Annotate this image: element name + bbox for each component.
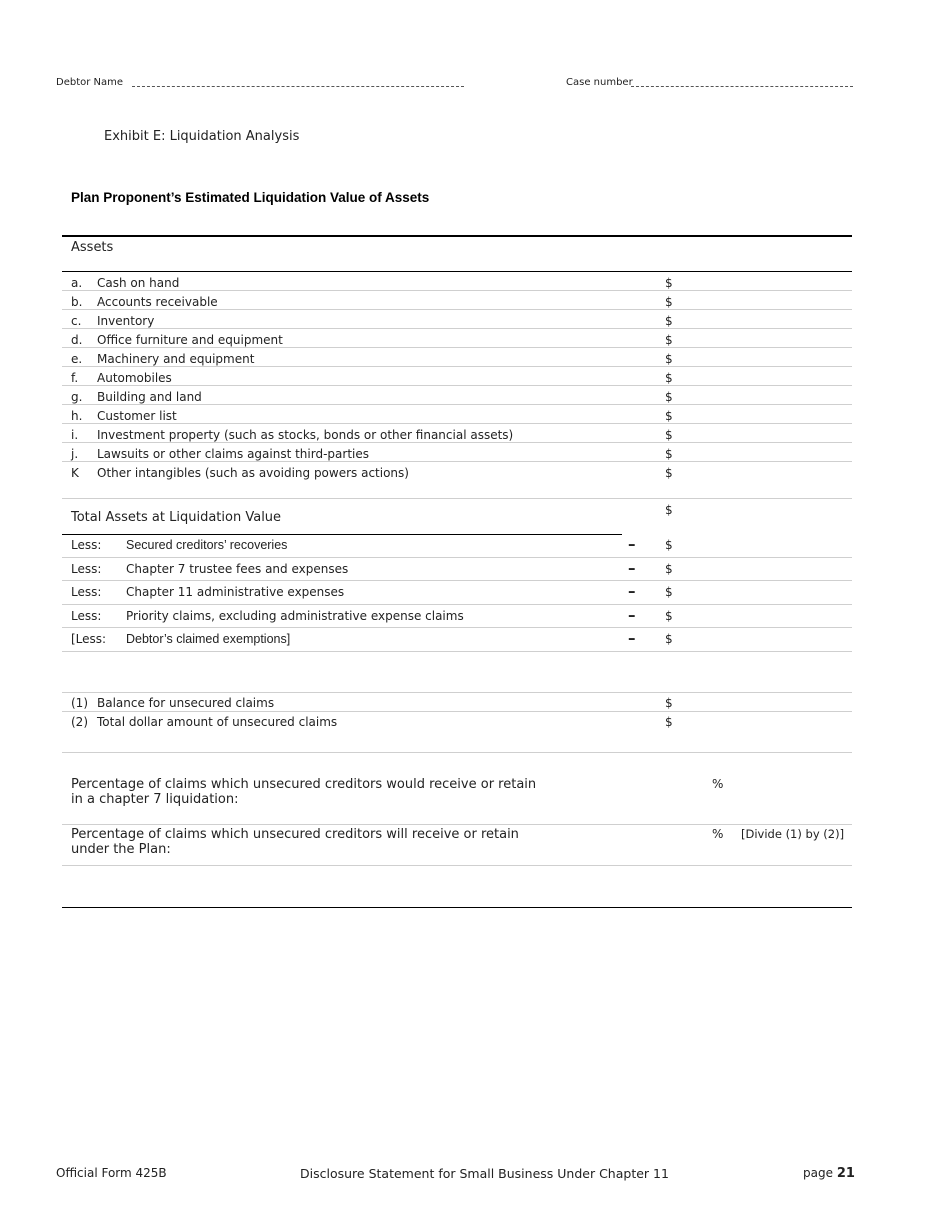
footer-page: page 21 bbox=[803, 1166, 855, 1181]
dollar-field[interactable]: $ bbox=[665, 447, 673, 461]
less-row-secured: Less: Secured creditors’ recoveries – $ bbox=[71, 535, 673, 553]
less-row-administrative: Less: Chapter 11 administrative expenses – $ bbox=[71, 582, 673, 600]
debtor-name-label: Debtor Name bbox=[56, 77, 124, 88]
minus-icon: – bbox=[628, 582, 636, 600]
total-unsecured-row: (2) Total dollar amount of unsecured claims $ bbox=[71, 715, 673, 729]
asset-row-investment: i. Investment property (such as stocks, bonds or other financial assets) $ bbox=[71, 428, 673, 442]
asset-row-machinery: e. Machinery and equipment $ bbox=[71, 352, 673, 366]
exhibit-title: Exhibit E: Liquidation Analysis bbox=[104, 129, 300, 144]
case-number-field[interactable] bbox=[631, 86, 853, 87]
dollar-field[interactable]: $ bbox=[665, 276, 673, 290]
dollar-field[interactable]: $ bbox=[665, 466, 673, 480]
asset-row-automobiles: f. Automobiles $ bbox=[71, 371, 673, 385]
chapter7-percentage-field[interactable]: % bbox=[712, 777, 724, 791]
total-assets-label: Total Assets at Liquidation Value bbox=[71, 510, 282, 525]
dollar-field[interactable]: $ bbox=[665, 409, 673, 423]
assets-heading: Assets bbox=[71, 240, 114, 255]
asset-label: Accounts receivable bbox=[97, 295, 218, 309]
minus-icon: – bbox=[628, 535, 636, 553]
total-assets-dollar-field[interactable]: $ bbox=[665, 503, 673, 517]
minus-icon: – bbox=[628, 606, 636, 624]
dollar-field[interactable]: $ bbox=[665, 538, 673, 552]
plan-percentage-label: Percentage of claims which unsecured creditors will receive or retain under the Plan: bbox=[71, 827, 519, 857]
asset-row-cash: a. Cash on hand $ bbox=[71, 276, 673, 290]
dollar-field[interactable]: $ bbox=[665, 696, 673, 710]
less-row-exemptions: [Less: Debtor’s claimed exemptions] – $ bbox=[71, 629, 673, 647]
asset-row-receivable: b. Accounts receivable $ bbox=[71, 295, 673, 309]
minus-icon: – bbox=[628, 559, 636, 577]
asset-label: Automobiles bbox=[97, 371, 172, 385]
asset-label: Other intangibles (such as avoiding powers actions) bbox=[97, 466, 409, 480]
asset-row-inventory: c. Inventory $ bbox=[71, 314, 673, 328]
asset-label: Inventory bbox=[97, 314, 155, 328]
dollar-field[interactable]: $ bbox=[665, 295, 673, 309]
case-number-label: Case number bbox=[566, 77, 633, 88]
chapter7-percentage-label: Percentage of claims which unsecured creditors would receive or retain in a chapter 7 liquidation: bbox=[71, 777, 537, 807]
dollar-field[interactable]: $ bbox=[665, 609, 673, 623]
dollar-field[interactable]: $ bbox=[665, 428, 673, 442]
asset-label: Lawsuits or other claims against third-parties bbox=[97, 447, 369, 461]
dollar-field[interactable]: $ bbox=[665, 371, 673, 385]
table-top-rule bbox=[62, 235, 852, 237]
page-number: 21 bbox=[836, 1166, 855, 1181]
balance-label: Total dollar amount of unsecured claims bbox=[97, 715, 338, 729]
dollar-field[interactable]: $ bbox=[665, 585, 673, 599]
less-row-trustee: Less: Chapter 7 trustee fees and expenses – $ bbox=[71, 559, 673, 577]
balance-unsecured-row: (1) Balance for unsecured claims $ bbox=[71, 696, 673, 710]
dollar-field[interactable]: $ bbox=[665, 352, 673, 366]
less-label: Debtor’s claimed exemptions] bbox=[126, 632, 291, 646]
table-bottom-rule bbox=[62, 907, 852, 908]
less-label: Secured creditors’ recoveries bbox=[126, 538, 288, 552]
asset-row-office-furniture: d. Office furniture and equipment $ bbox=[71, 333, 673, 347]
divide-note: [Divide (1) by (2)] bbox=[741, 827, 845, 841]
dollar-field[interactable]: $ bbox=[665, 715, 673, 729]
asset-row-intangibles: K Other intangibles (such as avoiding powers actions) $ bbox=[71, 466, 673, 480]
dollar-field[interactable]: $ bbox=[665, 632, 673, 646]
less-row-priority: Less: Priority claims, excluding administrative expense claims – $ bbox=[71, 606, 673, 624]
plan-percentage-field[interactable]: % bbox=[712, 827, 724, 841]
dollar-field[interactable]: $ bbox=[665, 390, 673, 404]
asset-label: Building and land bbox=[97, 390, 202, 404]
minus-icon: – bbox=[628, 629, 636, 647]
asset-row-building: g. Building and land $ bbox=[71, 390, 673, 404]
debtor-name-field[interactable] bbox=[132, 86, 464, 87]
less-label: Chapter 7 trustee fees and expenses bbox=[126, 562, 349, 576]
asset-label: Cash on hand bbox=[97, 276, 180, 290]
section-title: Plan Proponent’s Estimated Liquidation Value of Assets bbox=[71, 190, 430, 205]
asset-label: Investment property (such as stocks, bonds or other financial assets) bbox=[97, 428, 514, 442]
dollar-field[interactable]: $ bbox=[665, 333, 673, 347]
dollar-field[interactable]: $ bbox=[665, 314, 673, 328]
dollar-field[interactable]: $ bbox=[665, 562, 673, 576]
asset-label: Office furniture and equipment bbox=[97, 333, 283, 347]
footer-title: Disclosure Statement for Small Business Under Chapter 11 bbox=[300, 1166, 669, 1181]
balance-label: Balance for unsecured claims bbox=[97, 696, 275, 710]
footer-form-number: Official Form 425B bbox=[56, 1166, 167, 1180]
less-label: Priority claims, excluding administrative expense claims bbox=[126, 609, 464, 623]
asset-label: Customer list bbox=[97, 409, 177, 423]
less-label: Chapter 11 administrative expenses bbox=[126, 585, 345, 599]
asset-row-customer-list: h. Customer list $ bbox=[71, 409, 673, 423]
asset-row-lawsuits: j. Lawsuits or other claims against third-parties $ bbox=[71, 447, 673, 461]
assets-heading-rule bbox=[62, 271, 852, 272]
asset-label: Machinery and equipment bbox=[97, 352, 255, 366]
